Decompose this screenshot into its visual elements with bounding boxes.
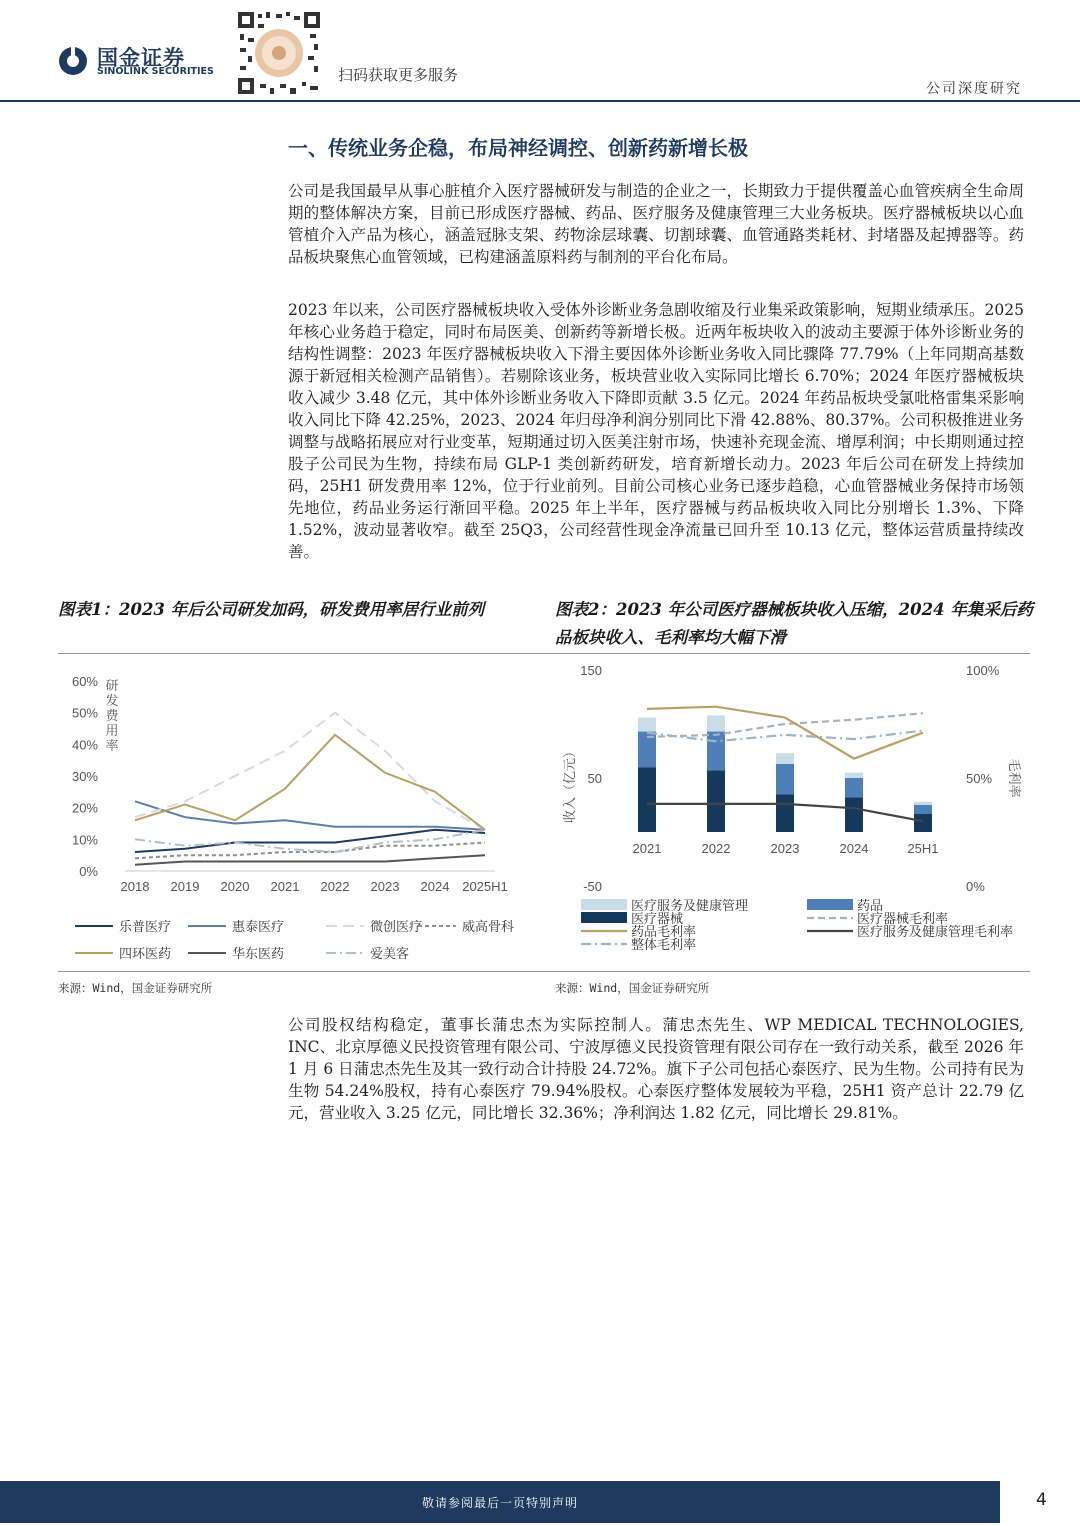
y-tick-label: 20%: [71, 800, 98, 816]
y-axis-label-char: 研: [105, 678, 119, 693]
figure-top-rule: [58, 653, 1030, 654]
y2-tick-label: 100%: [966, 663, 1000, 678]
bar-segment: [914, 814, 932, 832]
legend-label: 四环医药: [119, 946, 172, 961]
legend-label: 医疗器械毛利率: [857, 911, 949, 926]
x-tick-label: 2022: [320, 879, 350, 894]
brand-name-en: SINOLINK SECURITIES: [97, 66, 214, 77]
y-axis-label: 收入（亿元）: [562, 744, 577, 824]
x-tick-label: 2021: [270, 879, 300, 894]
x-tick-label: 2020: [220, 879, 250, 894]
y-axis-label-char: 费: [105, 708, 119, 723]
y-axis-label-char: 发: [105, 693, 119, 708]
y2-tick-label: 50%: [966, 771, 993, 786]
y-axis-label-char: 率: [105, 738, 119, 753]
figure-1-title: 图表1：2023 年后公司研发加码，研发费用率居行业前列: [58, 600, 485, 619]
y-tick-label: 50: [587, 771, 602, 786]
legend-swatch: [807, 899, 853, 910]
header-divider: [0, 100, 1080, 102]
legend-label: 医疗服务及健康管理: [631, 898, 749, 913]
page-number: 4: [1036, 1490, 1047, 1510]
brand-name-cn: 国金证券: [97, 46, 185, 70]
legend-swatch: [581, 912, 627, 923]
body-paragraph-1: 公司是我国最早从事心脏植介入医疗器械研发与制造的企业之一，长期致力于提供覆盖心血管疾病全生命周期的整体解决方案，目前已形成医疗器械、药品、医疗服务及健康管理三大业务板块。医疗器械板块以心血管植介入产品为核心，涵盖冠脉支架、药物涂层球囊、切割球囊、血管通路类耗材、封堵器及起搏器等。药品板块聚焦心血管领域，已构建涵盖原料药与制剂的平台化布局。: [288, 182, 1024, 266]
bar-segment: [845, 778, 863, 797]
bar-segment: [845, 797, 863, 832]
x-tick-label: 2023: [770, 841, 800, 856]
body-paragraph-2: 2023 年以来，公司医疗器械板块收入受体外诊断业务急剧收缩及行业集采政策影响，短期业绩承压。2025 年核心业务趋于稳定，同时布局医美、创新药等新增长极。近两年板块收入的波动主要源于体外诊断业务的结构性调整：2023 年医疗器械板块收入下滑主要因体外诊断业务收入同比骤降 77.79%（上年同期高基数源于新冠相关检测产品销售）。若剔除该业务，板块营业收入实际同比增长 6.70%；2024 年医疗器械板块收入减少 3.48 亿元，其中体外诊断业务收入下降即贡献 3.5 亿元。2024 年药品板块受氯吡格雷集采影响收入同比下降 42.25%，2023、2024 年归母净利润分别同比下滑 42.88%、80.37%。公司积极推进业务调整与战略拓展应对行业变革，短期通过切入医美注射市场，快速补充现金流、增厚利润；中长期则通过控股子公司民为生物，持续布局 GLP-1 类创新药研发，培育新增长动力。2023 年后公司在研发上持续加码，25H1 研发费用率 12%，位于行业前列。目前公司核心业务已逐步趋稳，心血管器械业务保持市场领先地位，药品业务运行渐回平稳。2025 年上半年，医疗器械与药品板块收入同比分别增长 1.3%、下降 1.52%，波动显著收窄。截至 25Q3，公司经营性现金净流量已回升至 10.13 亿元，整体运营质量持续改善。: [288, 301, 1024, 561]
series-line: [135, 735, 485, 830]
bar-segment: [776, 764, 794, 794]
bar-segment: [845, 773, 863, 778]
body-paragraph-3: 公司股权结构稳定，董事长蒲忠杰为实际控制人。蒲忠杰先生、WP MEDICAL TECHNOLOGIES, INC、北京厚德义民投资管理有限公司、宁波厚德义民投资管理有限公司存在一致行动关系，截至 2026 年 1 月 6 日蒲忠杰先生及其一致行动合计持股 24.72%。旗下子公司包括心泰医疗、民为生物。公司持有民为生物 54.24%股权，持有心泰医疗 79.94%股权。心泰医疗整体发展较为平稳，25H1 资产总计 22.79 亿元，营业收入 3.25 亿元，同比增长 32.36%；净利润达 1.82 亿元，同比增长 29.81%。: [288, 1016, 1024, 1122]
y-tick-label: 30%: [71, 769, 98, 784]
x-tick-label: 2022: [701, 841, 731, 856]
bar-segment: [914, 802, 932, 805]
y-tick-label: 40%: [71, 737, 98, 753]
y-tick-label: 0%: [79, 864, 98, 879]
x-tick-label: 2021: [632, 841, 662, 856]
bar-segment: [638, 767, 656, 832]
legend-label: 惠泰医疗: [232, 919, 285, 934]
legend-label: 整体毛利率: [631, 937, 697, 952]
x-tick-label: 2019: [170, 879, 200, 894]
series-line: [135, 713, 485, 830]
y-tick-label: 60%: [71, 674, 98, 689]
report-type-label: 公司深度研究: [926, 81, 1022, 97]
y-tick-label: 50%: [71, 705, 98, 721]
margin-line: [647, 707, 923, 759]
x-tick-label: 2023: [370, 879, 400, 894]
sinolink-logo-icon: [58, 46, 88, 76]
legend-label: 医疗器械: [631, 911, 684, 926]
figure-bottom-rule: [58, 971, 1030, 972]
x-tick-label: 2024: [839, 841, 869, 856]
section-title: 一、传统业务企稳，布局神经调控、创新药新增长极: [288, 136, 748, 160]
y-tick-label: 150: [580, 663, 602, 678]
y2-axis-label: 毛利率: [1007, 758, 1022, 798]
legend-label: 医疗服务及健康管理毛利率: [857, 924, 1014, 939]
qr-code-icon[interactable]: [234, 8, 324, 98]
x-tick-label: 2018: [120, 879, 150, 894]
rd-expense-ratio-chart: [58, 656, 538, 968]
figure-1-source: 来源：Wind，国金证券研究所: [58, 981, 213, 995]
y-tick-label: -50: [583, 879, 602, 894]
legend-swatch: [581, 899, 627, 910]
series-line: [135, 830, 485, 852]
bar-segment: [638, 718, 656, 732]
legend-label: 威高骨科: [462, 919, 515, 934]
y-tick-label: 10%: [71, 832, 98, 848]
x-tick-label: 2025H1: [462, 879, 508, 894]
margin-line: [647, 731, 923, 742]
bar-segment: [776, 794, 794, 832]
footer-disclaimer-link[interactable]: 敬请参阅最后一页特别声明: [421, 1496, 578, 1510]
bar-segment: [707, 715, 725, 731]
figure-2-title: 图表2：2023 年公司医疗器械板块收入压缩，2024 年集采后药品板块收入、毛利率均大幅下滑: [555, 600, 1033, 647]
legend-label: 爱美客: [370, 946, 410, 961]
y-axis-label-char: 用: [105, 723, 119, 738]
legend-label: 药品: [857, 898, 884, 913]
legend-label: 药品毛利率: [631, 924, 697, 939]
qr-caption: 扫码获取更多服务: [338, 66, 459, 84]
bar-segment: [776, 753, 794, 764]
bar-segment: [707, 732, 725, 771]
series-line: [135, 855, 485, 865]
figure-2-source: 来源：Wind，国金证券研究所: [555, 981, 710, 995]
legend-label: 微创医疗: [370, 919, 423, 934]
segment-revenue-margin-chart: [555, 656, 1030, 968]
x-tick-label: 25H1: [907, 841, 939, 856]
legend-label: 华东医药: [232, 946, 285, 961]
legend-label: 乐普医疗: [119, 919, 172, 934]
bar-segment: [707, 770, 725, 832]
x-tick-label: 2024: [420, 879, 450, 894]
y2-tick-label: 0%: [966, 879, 985, 894]
bar-segment: [914, 805, 932, 814]
